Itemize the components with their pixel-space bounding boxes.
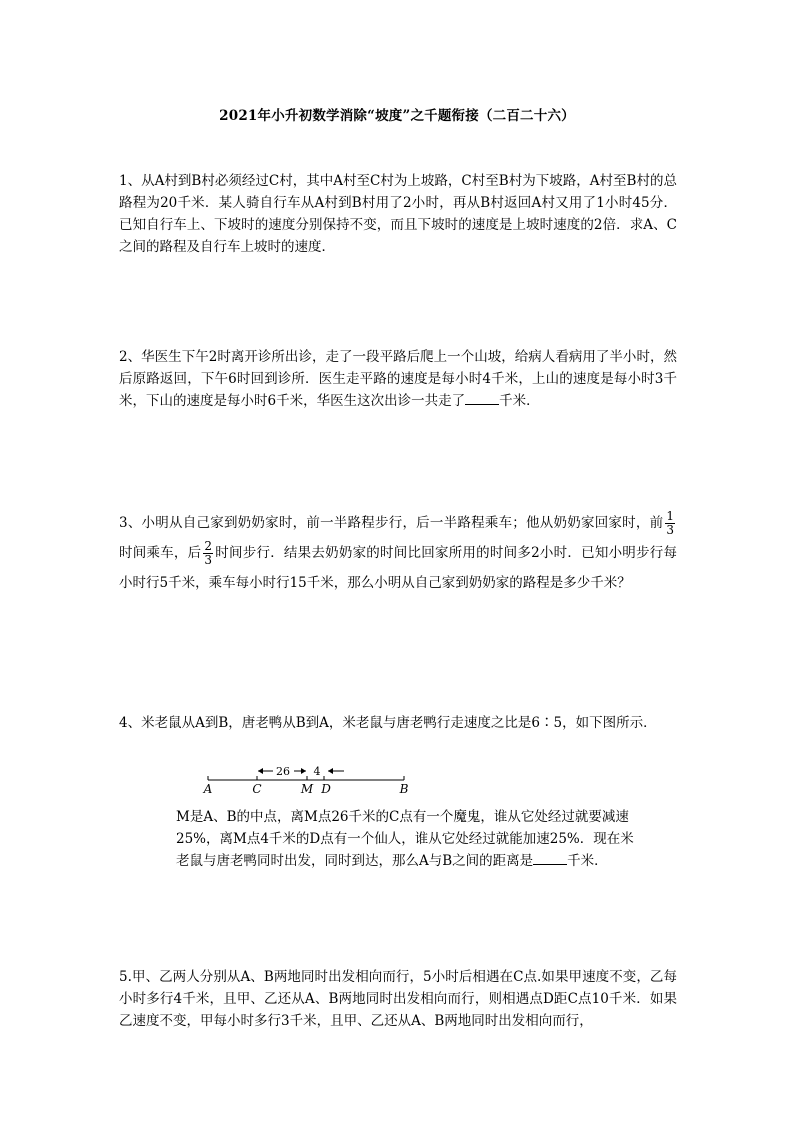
question-4-detail-text: M是A、B的中点，离M点26千米的C点有一个魔鬼，谁从它处经过就要减速25%，离M点4千米的D点有一个仙人，谁从它处经过就能加速25%．现在米老鼠与唐老鸭同时出发，同时到达，那么A与B之间的距离是	[176, 809, 634, 869]
fraction-numerator: 2	[204, 539, 213, 553]
question-1-text: 1、从A村到B村必须经过C村，其中A村至C村为上坡路，C村至B村为下坡路，A村至B村的总路程为20千米．某人骑自行车从A村到B村用了2小时，再从B村返回A村又用了1小时45分．已知自行车上、下坡时的速度分别保持不变，而且下坡时的速度是上坡时速度的2倍．求A、C之间的路程及自行车上坡时的速度．	[119, 173, 677, 255]
point-label-c: C	[252, 782, 262, 796]
question-4-text: 4、米老鼠从A到B，唐老鸭从B到A，米老鼠与唐老鸭行走速度之比是6∶5，如下图所示．	[119, 715, 657, 731]
point-label-m: M	[300, 782, 314, 796]
question-4-detail	[176, 806, 636, 872]
answer-blank	[533, 852, 567, 865]
segment-label-26: 26	[276, 765, 290, 778]
fraction-denominator: 3	[204, 553, 213, 567]
question-3-part3: 时间步行．结果去奶奶家的时间比回家所用的时间多2小时．已知小明步行每小时行5千米，乘车每小时行15千米，那么小明从自己家到奶奶家的路程是多少千米？	[119, 545, 677, 591]
question-4	[119, 712, 677, 734]
answer-blank	[465, 392, 499, 405]
question-1	[119, 170, 677, 258]
question-2-text: 2、华医生下午2时离开诊所出诊，走了一段平路后爬上一个山坡，给病人看病用了半小时，然后原路返回，下午6时回到诊所．医生走平路的速度是每小时4千米，上山的速度是每小时3千米，下山的速度是每小时6千米，华医生这次出诊一共走了	[119, 349, 677, 409]
arrowhead-d	[328, 768, 333, 774]
arrowhead-left	[258, 768, 263, 774]
segment-diagram	[200, 762, 420, 798]
question-2	[119, 346, 677, 412]
question-3	[119, 508, 677, 598]
question-4-unit: 千米．	[567, 853, 608, 869]
question-2-unit: 千米．	[499, 393, 540, 409]
point-label-d: D	[321, 782, 331, 796]
arrowhead-right	[301, 768, 306, 774]
segment-label-4: 4	[313, 765, 321, 778]
page-title: 2021年小升初数学消除“坡度”之千题衔接（二百二十六）	[219, 108, 575, 124]
point-label-a: A	[203, 782, 213, 796]
question-5	[119, 966, 677, 1032]
fraction-denominator: 3	[666, 523, 674, 537]
fraction-two-thirds	[203, 540, 213, 567]
question-5-text: 5.甲、乙两人分别从A、B两地同时出发相向而行，5小时后相遇在C点.如果甲速度不变，乙每小时多行4千米，且甲、乙还从A、B两地同时出发相向而行，则相遇点D距C点10千米．如果乙速度不变，甲每小时多行3千米，且甲、乙还从A、B两地同时出发相向而行，	[119, 969, 677, 1029]
question-3-part2: 时间乘车，后	[119, 545, 202, 561]
fraction-numerator: 1	[666, 509, 674, 523]
point-label-b: B	[399, 782, 409, 796]
fraction-one-third	[665, 510, 675, 537]
question-3-part1: 3、小明从自己家到奶奶家时，前一半路程步行，后一半路程乘车；他从奶奶家回家时，前	[119, 515, 664, 531]
